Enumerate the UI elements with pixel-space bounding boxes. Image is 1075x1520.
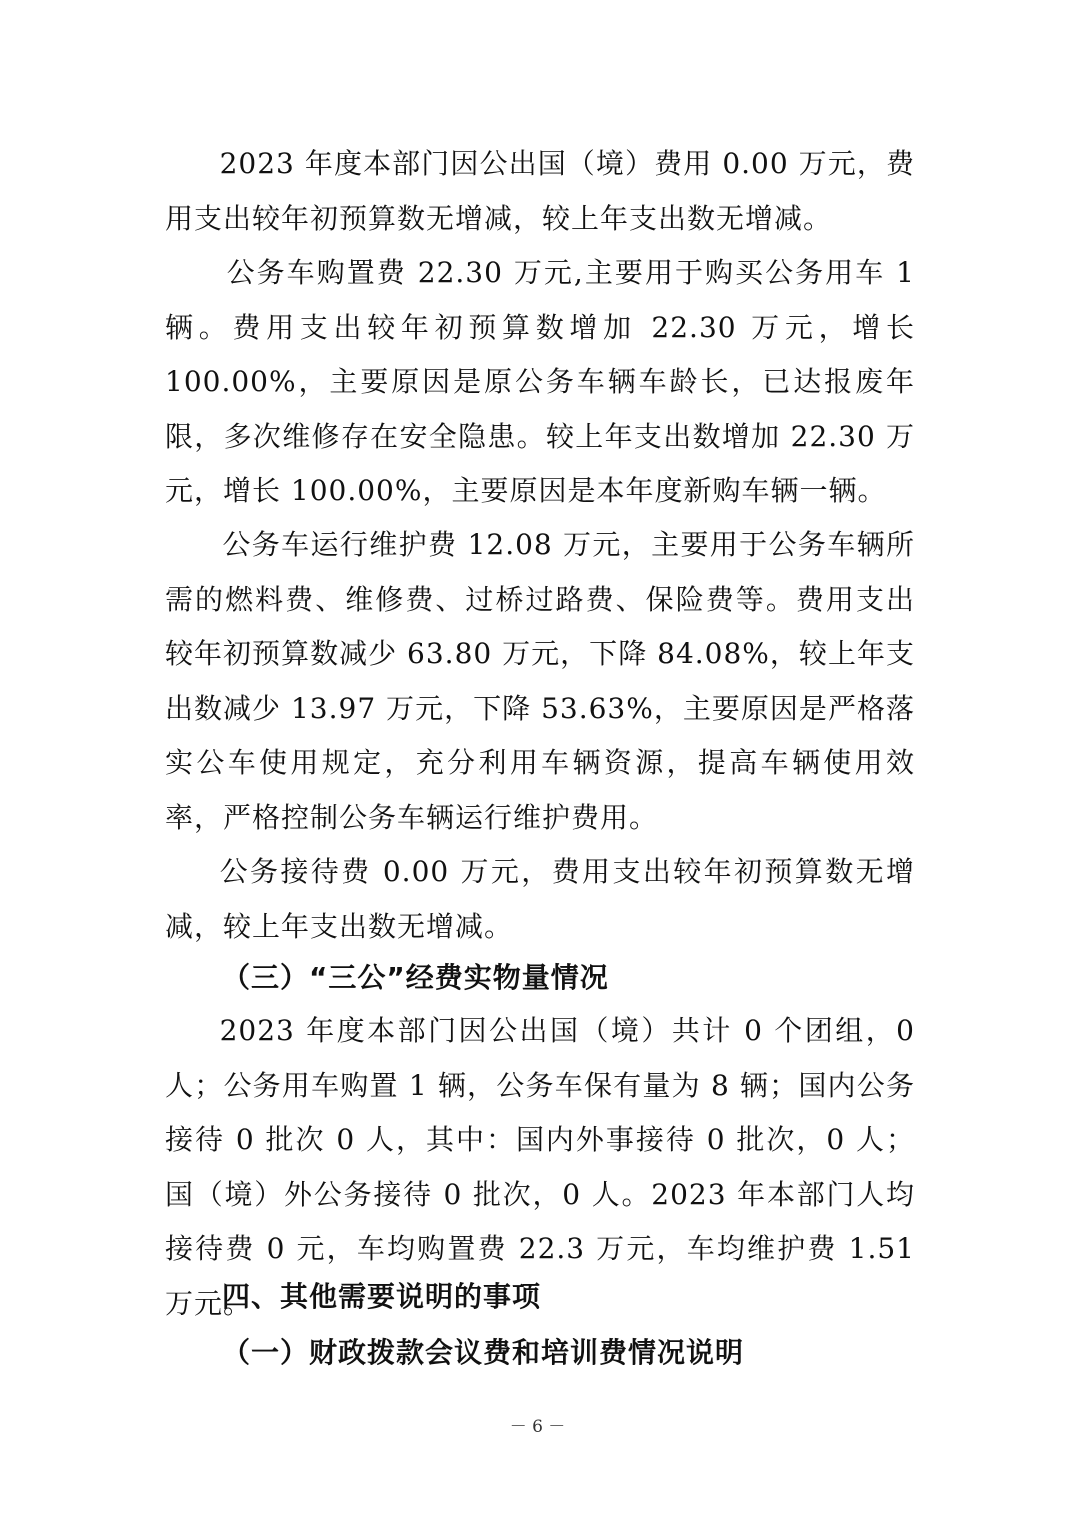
section-heading-three-public-quantities: （三）“三公”经费实物量情况 [222,961,609,994]
paragraph-reception: 公务接待费 0.00 万元，费用支出较年初预算数无增减，较上年支出数无增减。 [165,855,915,943]
paragraph-vehicle-maintenance: 公务车运行维护费 12.08 万元，主要用于公务车辆所需的燃料费、维修费、过桥过路费、保险费等。费用支出较年初预算数减少 63.80 万元，下降 84.08%，较上年支出数减少 13.97 万元，下降 53.63%，主要原因是严格落实公车使用规定，充分利用车辆资源，提高车辆使用效率，严格控制公务车辆运行维护费用。 [165,528,915,834]
paragraph-vehicle-purchase: 公务车购置费 22.30 万元,主要用于购买公务用车 1 辆。费用支出较年初预算数增加 22.30 万元，增长 100.00%，主要原因是原公务车辆车龄长，已达报废年限，多次维修存在安全隐患。较上年支出数增加 22.30 万元，增长 100.00%，主要原因是本年度新购车辆一辆。 [165,256,915,507]
paragraph-overseas-travel: 2023 年度本部门因公出国（境）费用 0.00 万元，费用支出较年初预算数无增减，较上年支出数无增减。 [165,147,915,235]
section-heading-meeting-training-fees: （一）财政拨款会议费和培训费情况说明 [222,1336,745,1369]
page-number: － 6 － [509,1417,566,1437]
paragraph-physical-quantities: 2023 年度本部门因公出国（境）共计 0 个团组，0 人；公务用车购置 1 辆，公务车保有量为 8 辆；国内公务接待 0 批次 0 人，其中：国内外事接待 0 批次，0 人；国（境）外公务接待 0 批次，0 人。2023 年本部门人均接待费 0 元，车均购置费 22.3 万元，车均维护费 1.51 万元。 [165,1014,915,1320]
part-heading-other-matters: 四、其他需要说明的事项 [222,1280,542,1313]
